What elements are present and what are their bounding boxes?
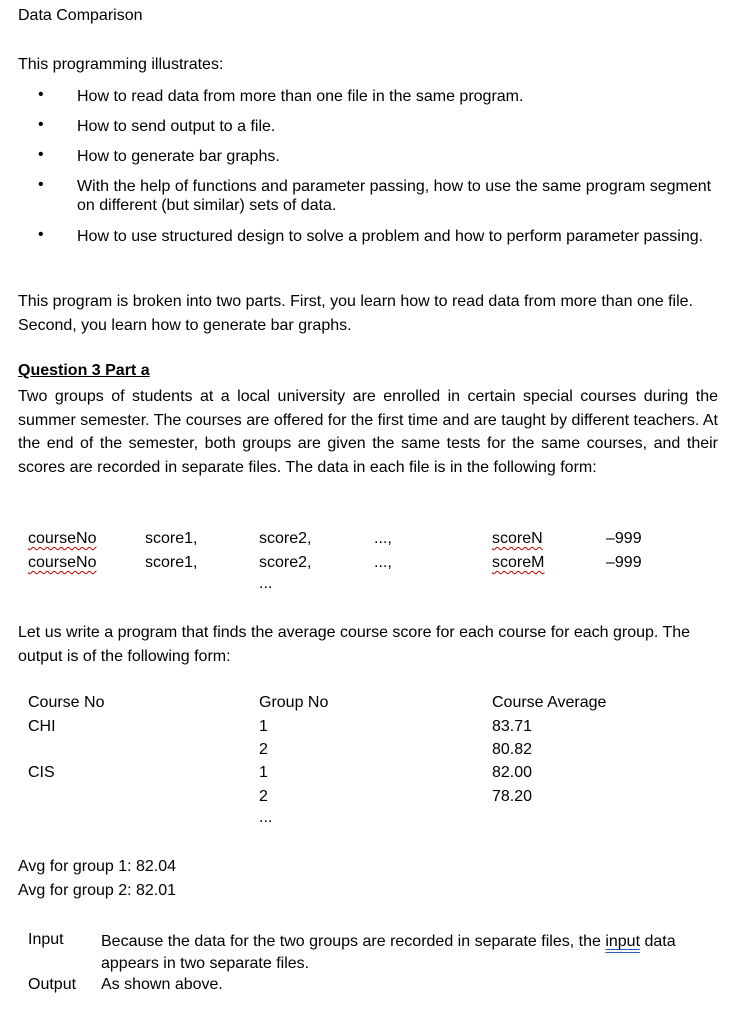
format-cell: score1, [145, 554, 198, 571]
question-heading: Question 3 Part a [18, 362, 150, 379]
table-cell: CIS [28, 764, 55, 781]
table-cell: CHI [28, 718, 56, 735]
format-cell: –999 [606, 530, 642, 547]
input-text-before: Because the data for the two groups are recorded in separate files, the [101, 933, 606, 950]
table-cell: 2 [259, 741, 268, 758]
bullet-icon: • [38, 86, 44, 103]
bullet-icon: • [38, 176, 44, 193]
format-continuation: ... [259, 575, 273, 592]
format-cell: score2, [259, 530, 312, 547]
table-cell: 2 [259, 788, 268, 805]
table-cell: 1 [259, 764, 268, 781]
format-cell: courseNo [28, 530, 97, 547]
input-text-after: data appears in two separate files. [101, 933, 676, 972]
bullet-item: With the help of functions and parameter passing, how to use the same program segment on different (but similar) sets of data. [77, 178, 712, 214]
format-cell: ..., [374, 530, 392, 547]
table-continuation: ... [259, 809, 273, 826]
bullet-icon: • [38, 116, 44, 133]
page-title: Data Comparison [18, 7, 143, 24]
intro-paragraph: This program is broken into two parts. First, you learn how to read data from more than one file. Second, you learn how to generate bar graphs. [18, 293, 693, 334]
input-description [101, 931, 711, 975]
format-cell: ..., [374, 554, 392, 571]
group-average: Avg for group 1: 82.04 [18, 858, 177, 875]
table-cell: 1 [259, 718, 268, 735]
table-cell: 82.00 [492, 764, 533, 781]
format-cell: courseNo [28, 554, 97, 571]
table-cell: 78.20 [492, 788, 533, 805]
bullet-item: How to send output to a file. [77, 118, 276, 135]
format-cell: scoreM [492, 554, 545, 571]
bullet-item: How to generate bar graphs. [77, 148, 280, 165]
output-description-text: As shown above. [101, 976, 223, 993]
format-cell: score2, [259, 554, 312, 571]
table-cell: 80.82 [492, 741, 533, 758]
group-average: Avg for group 2: 82.01 [18, 882, 177, 899]
output-label: Output [28, 976, 77, 993]
bullet-item: How to use structured design to solve a problem and how to perform parameter passing. [77, 228, 704, 245]
format-cell: –999 [606, 554, 642, 571]
table-cell: 83.71 [492, 718, 533, 735]
format-cell: score1, [145, 530, 198, 547]
input-label: Input [28, 931, 64, 948]
intro-text: This programming illustrates: [18, 56, 224, 73]
table-header: Course No [28, 694, 105, 711]
output-description: Let us write a program that finds the average course score for each course for each group. The output is of the following form: [18, 624, 691, 665]
format-cell: scoreN [492, 530, 543, 547]
bullet-icon: • [38, 226, 44, 243]
bullet-item: How to read data from more than one file in the same program. [77, 88, 524, 105]
question-text: Two groups of students at a local university are enrolled in certain special courses during the summer semester. The courses are offered for the first time and are taught by different teachers. At the end of the semester, both groups are given the same tests for the same courses, and their scores are recorded in separate files. The data in each file is in the following form: [18, 388, 718, 476]
bullet-icon: • [38, 146, 44, 163]
table-header: Group No [259, 694, 329, 711]
table-header: Course Average [492, 694, 607, 711]
input-text-word: input [605, 933, 641, 950]
